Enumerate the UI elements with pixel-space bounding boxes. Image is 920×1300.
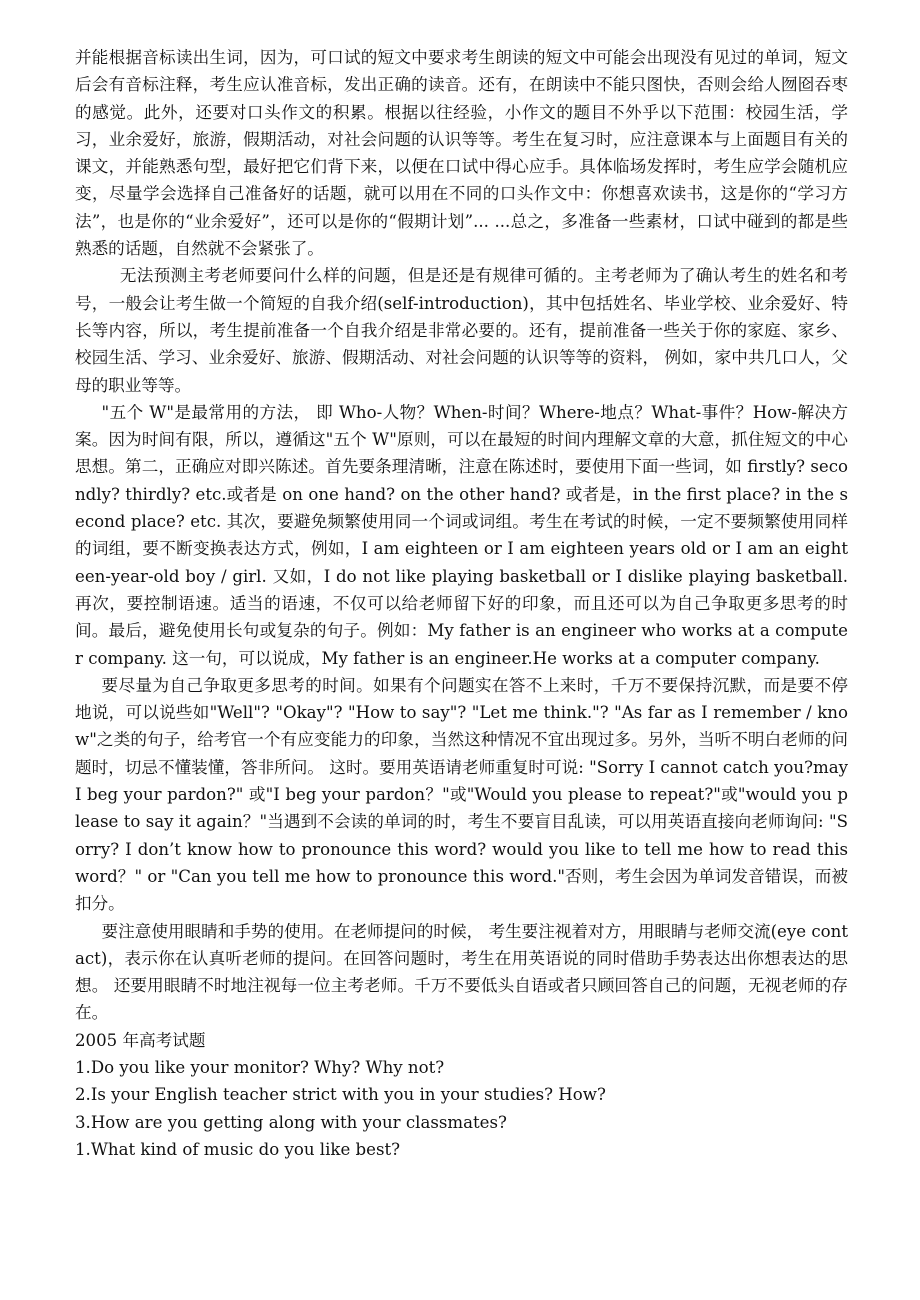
paragraph-thinking-time: 要尽量为自己争取更多思考的时间。如果有个问题实在答不上来时，千万不要保持沉默，而是要不停地说，可以说些如"Well"? "Okay"? "How to say"? "Let me think."? "As far as I remember / know"之类的句子，给考官一个有应变能力的印象，当然这种情况不宜出现过多。另外，当听不明白老师的问题时，切忌不懂装懂，答非所问。 这时。要用英语请老师重复时可说: "Sorry I cannot catch you?may I beg your pardon?" 或"I beg your pardon？"或"Would you please to repeat?"或"would you please to say it again？"当遇到不会读的单词的时，考生不要盲目乱读，可以用英语直接向老师询问: "Sorry? I don’t know how to pronounce this word? would you like to tell me how to read this word？" or "Can you tell me how to pronounce this word."否则，考生会因为单词发音错误，而被扣分。 [75, 675, 848, 914]
question-item: 1.Do you like your monitor? Why? Why not? [75, 1057, 445, 1077]
section-heading: 2005 年高考试题 [75, 1030, 206, 1050]
document-body [75, 44, 848, 1163]
question-item: 1.What kind of music do you like best? [75, 1139, 401, 1159]
question-item: 3.How are you getting along with your classmates? [75, 1112, 507, 1132]
paragraph-five-w-method: "五个 W"是最常用的方法， 即 Who-人物？When-时间？Where-地点？What-事件？How-解决方案。因为时间有限，所以，遵循这"五个 W"原则，可以在最短的时间内理解文章的大意，抓住短文的中心思想。第二，正确应对即兴陈述。首先要条理清晰，注意在陈述时，要使用下面一些词，如 firstly? secondly? thirdly? etc.或者是 on one hand? on the other hand? 或者是，in the first place? in the second place? etc. 其次，要避免频繁使用同一个词或词组。考生在考试的时候，一定不要频繁使用同样的词组，要不断变换表达方式，例如，I am eighteen or I am eighteen years old or I am an eighteen-year-old boy / girl. 又如，I do not like playing basketball or I dislike playing basketball.再次，要控制语速。适当的语速，不仅可以给老师留下好的印象，而且还可以为自己争取更多思考的时间。最后，避免使用长句或复杂的句子。例如：My father is an engineer who works at a computer company. 这一句，可以说成，My father is an engineer.He works at a computer company. [75, 402, 848, 668]
paragraph-reading-and-composition: 并能根据音标读出生词，因为，可口试的短文中要求考生朗读的短文中可能会出现没有见过的单词，短文后会有音标注释，考生应认准音标，发出正确的读音。还有，在朗读中不能只图快，否则会给人囫囵吞枣的感觉。此外，还要对口头作文的积累。根据以往经验，小作文的题目不外乎以下范围：校园生活，学习，业余爱好，旅游，假期活动，对社会问题的认识等等。考生在复习时，应注意课本与上面题目有关的课文，并能熟悉句型，最好把它们背下来，以便在口试中得心应手。具体临场发挥时，考生应学会随机应变，尽量学会选择自己准备好的话题，就可以用在不同的口头作文中：你想喜欢读书，这是你的“学习方法”，也是你的“业余爱好”，还可以是你的“假期计划”... ...总之，多准备一些素材，口试中碰到的都是些熟悉的话题，自然就不会紧张了。 [75, 48, 848, 259]
paragraph-self-introduction: 无法预测主考老师要问什么样的问题，但是还是有规律可循的。主考老师为了确认考生的姓名和考号，一般会让考生做一个简短的自我介绍(self-introduction)，其中包括姓名、毕业学校、业余爱好、特长等内容，所以，考生提前准备一个自我介绍是非常必要的。还有，提前准备一些关于你的家庭、家乡、校园生活、学习、业余爱好、旅游、假期活动、对社会问题的认识等等的资料， 例如，家中共几口人，父母的职业等等。 [75, 266, 848, 395]
question-item: 2.Is your English teacher strict with you in your studies? How? [75, 1085, 606, 1105]
paragraph-eye-contact: 要注意使用眼睛和手势的使用。在老师提问的时候， 考生要注视着对方，用眼睛与老师交流(eye contact)，表示你在认真听老师的提问。在回答问题时，考生在用英语说的同时借助手势表达出你想表达的思想。 还要用眼睛不时地注视每一位主考老师。千万不要低头自语或者只顾回答自己的问题，无视老师的存在。 [75, 921, 848, 1023]
